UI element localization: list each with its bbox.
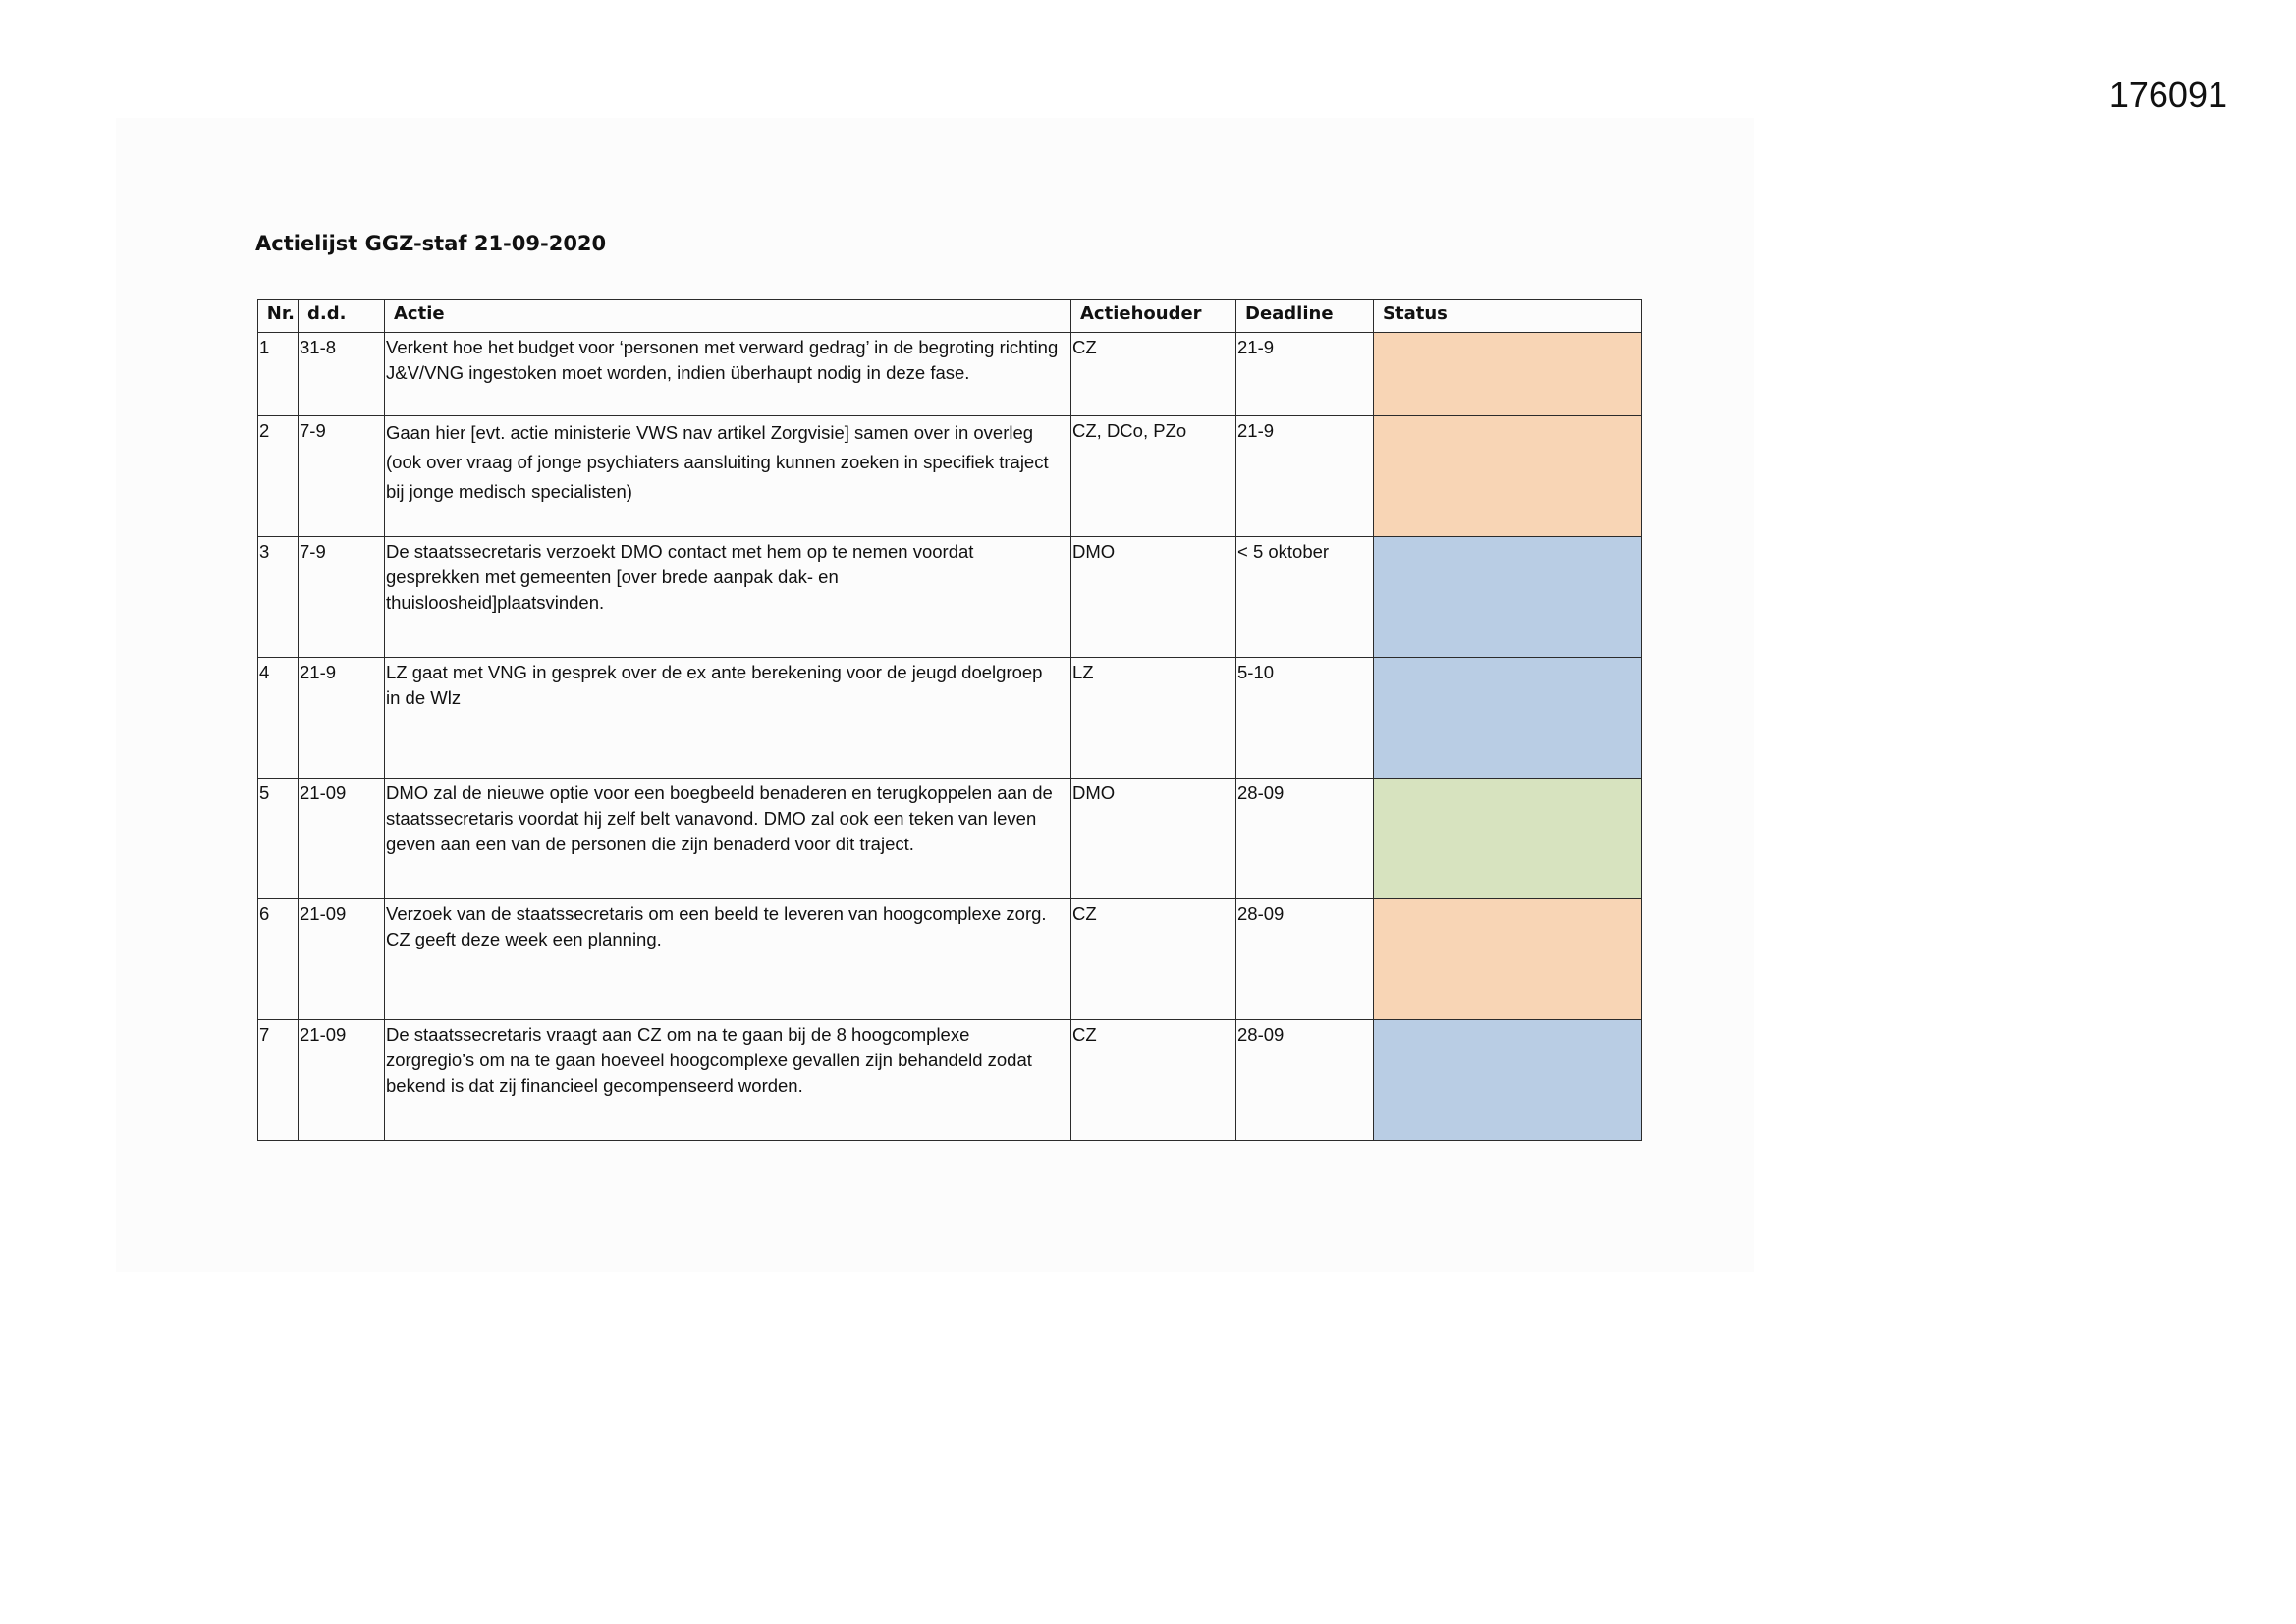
header-actie: Actie [385, 300, 1071, 333]
table-row [258, 1020, 1642, 1141]
table-row [258, 537, 1642, 658]
action-list-table [257, 299, 1642, 1141]
cell-actiehouder: CZ, DCo, PZo [1071, 416, 1236, 537]
cell-actiehouder: DMO [1071, 537, 1236, 658]
table-row [258, 779, 1642, 899]
cell-actie: DMO zal de nieuwe optie voor een boegbeeld benaderen en terugkoppelen aan de staatssecretaris voordat hij zelf belt vanavond. DMO zal ook een teken van leven geven aan een van de personen die zijn benaderd voor dit traject. [385, 779, 1071, 899]
cell-status [1374, 1020, 1642, 1141]
cell-actie: Gaan hier [evt. actie ministerie VWS nav artikel Zorgvisie] samen over in overleg (ook over vraag of jonge psychiaters aansluiting kunnen zoeken in specifiek traject bij jonge medisch specialisten) [385, 416, 1071, 537]
cell-nr: 3 [258, 537, 299, 658]
table-header-row [258, 300, 1642, 333]
cell-actiehouder: CZ [1071, 1020, 1236, 1141]
header-dd: d.d. [299, 300, 385, 333]
cell-dd: 21-09 [299, 1020, 385, 1141]
cell-deadline: 5-10 [1236, 658, 1374, 779]
header-nr: Nr. [258, 300, 299, 333]
cell-status [1374, 333, 1642, 416]
cell-nr: 7 [258, 1020, 299, 1141]
header-actiehouder: Actiehouder [1071, 300, 1236, 333]
cell-nr: 5 [258, 779, 299, 899]
cell-actie: De staatssecretaris vraagt aan CZ om na te gaan bij de 8 hoogcomplexe zorgregio’s om na te gaan hoeveel hoogcomplexe gevallen zijn behandeld zodat bekend is dat zij financieel gecompenseerd worden. [385, 1020, 1071, 1141]
cell-dd: 21-09 [299, 899, 385, 1020]
cell-actie: Verkent hoe het budget voor ‘personen met verward gedrag’ in de begroting richting J&V/VNG ingestoken moet worden, indien überhaupt nodig in deze fase. [385, 333, 1071, 416]
cell-status [1374, 658, 1642, 779]
cell-status [1374, 537, 1642, 658]
cell-status [1374, 416, 1642, 537]
cell-deadline: 28-09 [1236, 1020, 1374, 1141]
cell-deadline: 21-9 [1236, 416, 1374, 537]
cell-deadline: < 5 oktober [1236, 537, 1374, 658]
cell-dd: 31-8 [299, 333, 385, 416]
cell-actiehouder: CZ [1071, 899, 1236, 1020]
cell-nr: 4 [258, 658, 299, 779]
cell-dd: 21-09 [299, 779, 385, 899]
document-number: 176091 [2108, 75, 2227, 115]
cell-nr: 2 [258, 416, 299, 537]
page-title: Actielijst GGZ-staf 21-09-2020 [255, 232, 607, 255]
table-row [258, 416, 1642, 537]
cell-deadline: 28-09 [1236, 779, 1374, 899]
cell-actiehouder: LZ [1071, 658, 1236, 779]
cell-dd: 21-9 [299, 658, 385, 779]
cell-status [1374, 899, 1642, 1020]
cell-status [1374, 779, 1642, 899]
cell-nr: 6 [258, 899, 299, 1020]
table-row [258, 333, 1642, 416]
table-row [258, 899, 1642, 1020]
cell-actiehouder: CZ [1071, 333, 1236, 416]
header-deadline: Deadline [1236, 300, 1374, 333]
cell-actie: De staatssecretaris verzoekt DMO contact met hem op te nemen voordat gesprekken met gemeenten [over brede aanpak dak- en thuisloosheid]plaatsvinden. [385, 537, 1071, 658]
cell-deadline: 21-9 [1236, 333, 1374, 416]
table-row [258, 658, 1642, 779]
cell-dd: 7-9 [299, 416, 385, 537]
cell-actie: Verzoek van de staatssecretaris om een beeld te leveren van hoogcomplexe zorg. CZ geeft deze week een planning. [385, 899, 1071, 1020]
header-status: Status [1374, 300, 1642, 333]
cell-dd: 7-9 [299, 537, 385, 658]
cell-actie: LZ gaat met VNG in gesprek over de ex ante berekening voor de jeugd doelgroep in de Wlz [385, 658, 1071, 779]
cell-deadline: 28-09 [1236, 899, 1374, 1020]
cell-actiehouder: DMO [1071, 779, 1236, 899]
cell-nr: 1 [258, 333, 299, 416]
